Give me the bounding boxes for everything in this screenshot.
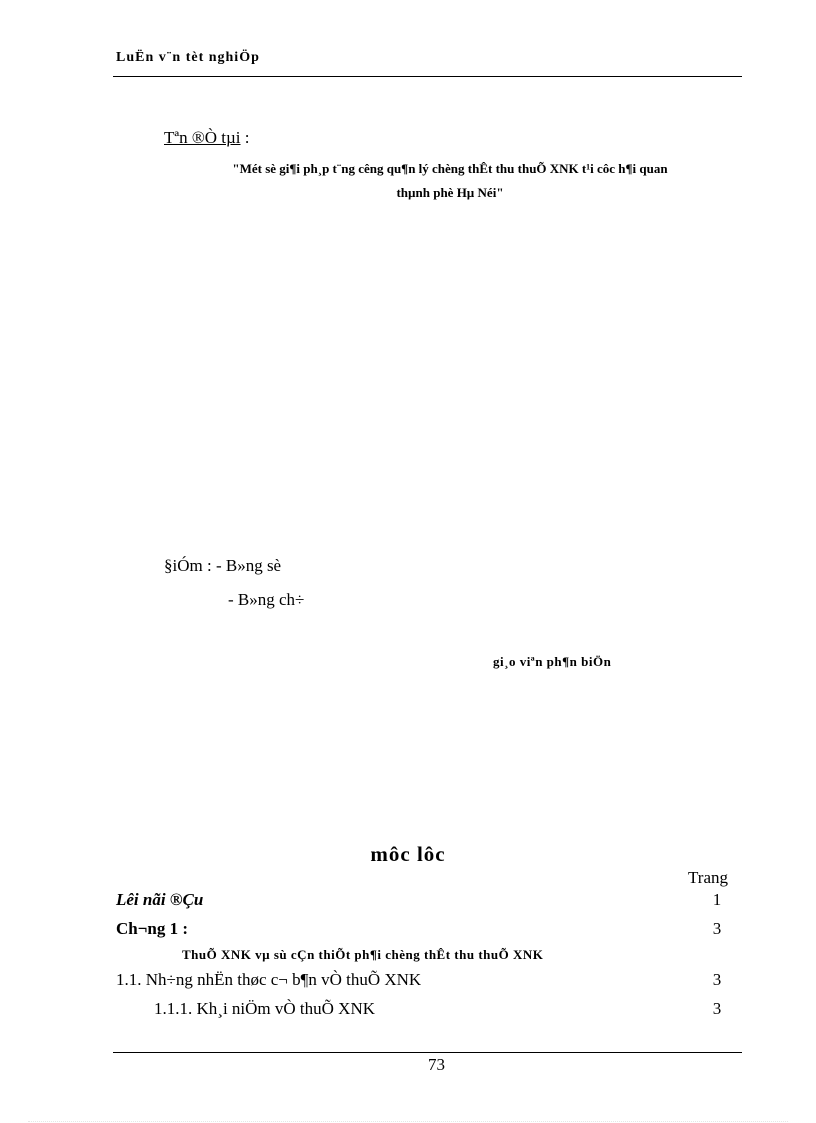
toc-title: môc lôc: [370, 842, 446, 866]
toc-row-label: Lêi nãi ®Çu: [116, 890, 204, 909]
toc-page-header: Trang: [688, 868, 728, 887]
score-words-label: - B»ng ch÷: [228, 590, 305, 609]
toc-row-page: 3: [712, 999, 722, 1018]
topic-label-text: Tªn ®Ò tµi: [164, 128, 241, 147]
score-number-label: §iÓm : - B»ng sè: [164, 556, 282, 575]
header-divider: [113, 76, 742, 77]
footer-divider: [113, 1052, 742, 1053]
toc-chapter-1-title: ThuÕ XNK vµ sù cÇn thiÕt ph¶i chèng thÊt thu thuÕ XNK: [182, 947, 544, 962]
toc-row-label: Ch¬ng 1 :: [116, 919, 189, 938]
toc-row-chapter-1: [116, 919, 724, 941]
toc-row-page: 3: [712, 919, 722, 938]
topic-label: [164, 128, 250, 148]
toc-row-label: 1.1.1. Kh¸i niÖm vÒ thuÕ XNK: [154, 999, 375, 1018]
page-number: 73: [428, 1055, 445, 1074]
toc-row-1-1-1: [116, 999, 724, 1021]
topic-title-line-1: "Mét sè gi¶i ph¸p t¨ng cêng qu¶n lý chèng thÊt thu thuÕ XNK t¹i côc h¶i quan: [232, 161, 668, 176]
reviewer-label: gi¸o viªn ph¶n biÖn: [493, 654, 612, 669]
toc-row-label: 1.1. Nh÷ng nhËn thøc c¬ b¶n vÒ thuÕ XNK: [116, 970, 422, 989]
header-title: LuËn v¨n tèt nghiÖp: [116, 50, 260, 65]
topic-title: [150, 157, 750, 205]
page-edge: [28, 1121, 788, 1122]
toc-row-page: 3: [712, 970, 722, 989]
toc-row-intro: [116, 890, 724, 912]
toc-row-1-1: [116, 970, 724, 992]
topic-title-line-2: thµnh phè Hµ Néi": [396, 185, 504, 200]
topic-label-colon: :: [240, 128, 250, 147]
toc-row-page: 1: [712, 890, 722, 909]
